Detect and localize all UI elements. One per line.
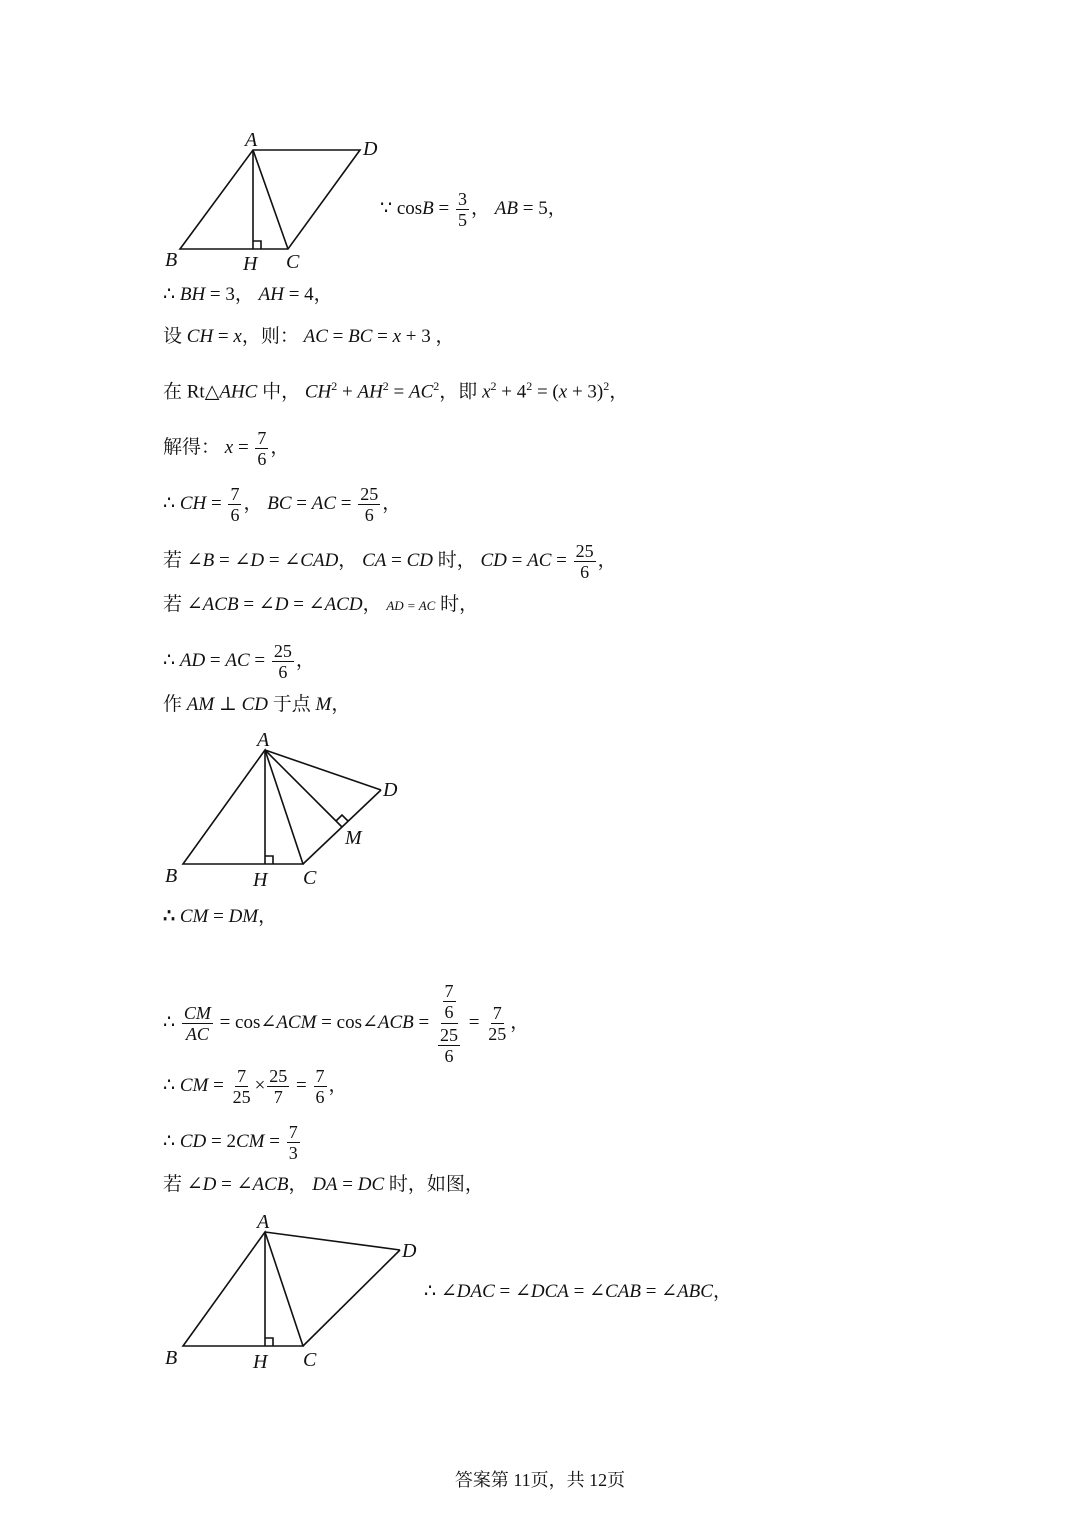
label-c: C bbox=[303, 1349, 317, 1371]
right-angle-mark-h bbox=[265, 856, 273, 864]
label-a: A bbox=[257, 729, 270, 751]
figure-parallelogram-abcd bbox=[160, 128, 390, 278]
line-2: ∴ BH = 3， AH = 4， bbox=[163, 284, 333, 305]
line-3: 设 CH = x，则： AC = BC = x + 3 ， bbox=[163, 326, 455, 347]
right-angle-mark-m bbox=[336, 815, 348, 821]
label-m: M bbox=[345, 827, 362, 849]
label-c: C bbox=[286, 251, 300, 273]
segment-ad bbox=[265, 750, 381, 790]
line-4: 在 Rt△AHC 中， $CH^2 + AH^2 = AC^2$，即 $x^2 + 4^2 = (x + 3)^2$， bbox=[163, 379, 629, 403]
line-10: 作 AM ⊥ CD 于点 M， bbox=[163, 694, 351, 715]
label-h: H bbox=[253, 1351, 268, 1373]
label-a: A bbox=[257, 1211, 270, 1233]
line-11: ∴ CM = DM， bbox=[163, 906, 278, 927]
line-12: ∴ $\frac{CM}{AC}$ = cos∠ACM = cos∠ACB = 7 6 25 6 = $\frac{7}{25}$ ， bbox=[163, 981, 530, 1066]
label-d: D bbox=[363, 138, 378, 160]
line-15: 若 ∠D = ∠ACB， DA = DC 时，如图， bbox=[163, 1174, 484, 1195]
diagonal-ac bbox=[253, 150, 288, 249]
label-h: H bbox=[253, 869, 268, 891]
figure-isosceles-dac bbox=[160, 1206, 430, 1376]
label-d: D bbox=[402, 1240, 417, 1262]
line-cos-b: ∵ cosB = $\frac{3}{5}$ ， AB = 5， bbox=[380, 189, 567, 230]
line-16: ∴ ∠DAC = ∠DCA = ∠CAB = ∠ABC， bbox=[424, 1281, 732, 1302]
label-b: B bbox=[165, 249, 178, 271]
label-a: A bbox=[245, 129, 258, 151]
segment-am bbox=[265, 750, 342, 827]
label-d: D bbox=[383, 779, 398, 801]
right-angle-mark-h bbox=[265, 1338, 273, 1346]
segment-ad bbox=[265, 1232, 400, 1250]
page-footer: 答案第 11页，共 12页 bbox=[454, 1470, 626, 1490]
line-6: ∴ CH = $\frac{7}{6}$ ， BC = AC = $\frac{25}{6}$ ， bbox=[163, 484, 402, 525]
line-5: 解得： x = $\frac{7}{6}$ ， bbox=[163, 428, 290, 469]
label-b: B bbox=[165, 1347, 178, 1369]
label-c: C bbox=[303, 867, 317, 889]
line-9: ∴ AD = AC = $\frac{25}{6}$ ， bbox=[163, 641, 315, 682]
triangle-abc bbox=[183, 750, 303, 864]
line-13: ∴ CM = $\frac{7}{25}$ × $\frac{25}{7}$ = $\frac{7}{6}$ ， bbox=[163, 1066, 348, 1107]
triangle-abc bbox=[183, 1232, 303, 1346]
line-14: ∴ CD = 2CM = $\frac{7}{3}$ bbox=[163, 1122, 298, 1163]
segment-cd bbox=[303, 1250, 400, 1346]
figure-with-point-m bbox=[160, 724, 420, 894]
line-8: 若 ∠ACB = ∠D = ∠ACD， AD = AC 时， bbox=[163, 594, 479, 615]
line-7: 若 ∠B = ∠D = ∠CAD， CA = CD 时， CD = AC = $\frac{25}{6}$ ， bbox=[163, 541, 617, 582]
right-angle-mark bbox=[253, 241, 261, 249]
label-h: H bbox=[243, 253, 258, 275]
label-b: B bbox=[165, 865, 178, 887]
